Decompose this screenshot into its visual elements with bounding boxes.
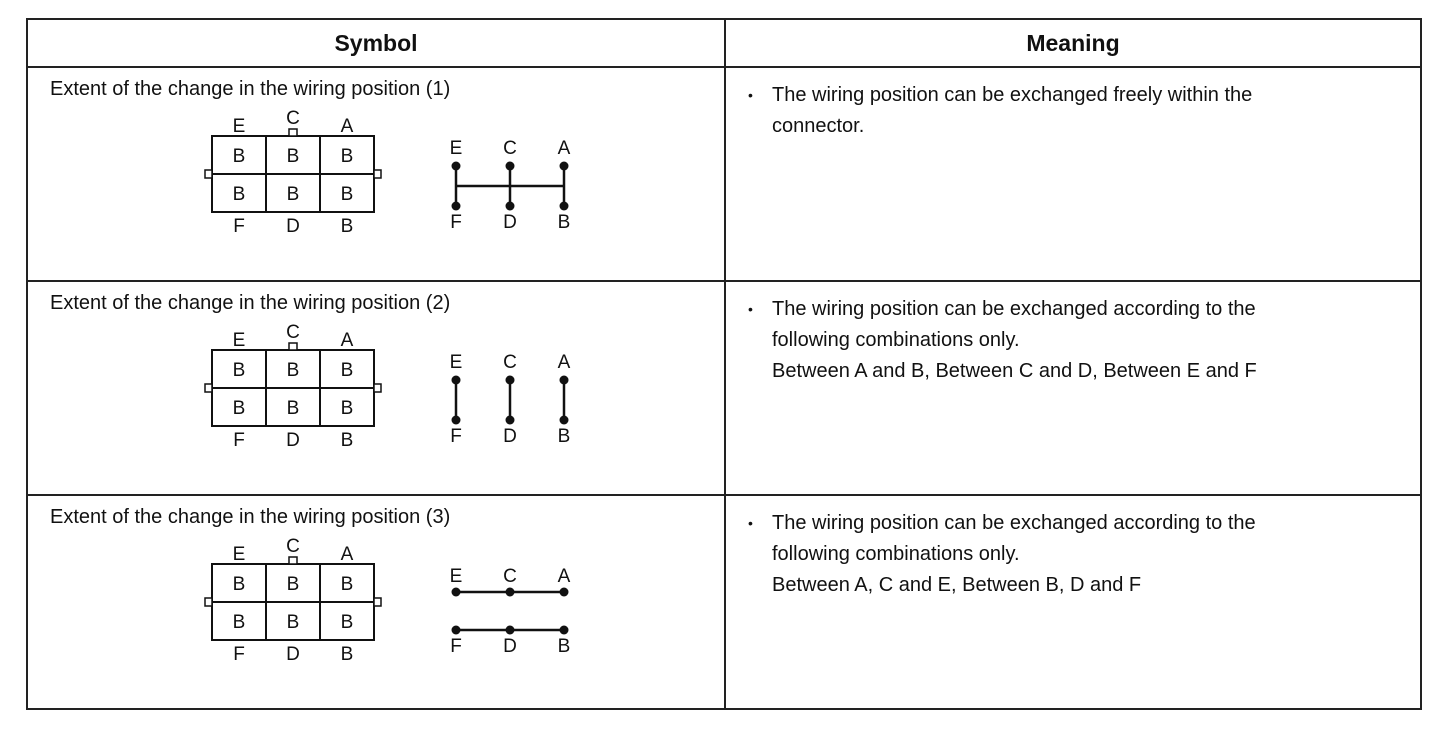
cavity-label: B — [286, 398, 300, 419]
side-latch-icon — [205, 384, 212, 392]
terminal-dot — [506, 202, 515, 211]
meaning-cell — [725, 281, 1421, 495]
pin-label: A — [557, 352, 571, 373]
pin-label: F — [450, 212, 462, 233]
meaning-continued: following combinations only. — [772, 329, 1020, 351]
pin-label: E — [232, 330, 246, 351]
terminal-dot — [452, 588, 461, 597]
pin-label: E — [232, 544, 246, 565]
row-title: Extent of the change in the wiring position (3) — [50, 506, 451, 528]
meaning-cell — [725, 67, 1421, 281]
wiring-diagram — [448, 132, 598, 232]
side-latch-icon — [374, 598, 381, 606]
terminal-dot — [506, 588, 515, 597]
pin-label: B — [340, 644, 354, 665]
cavity-label: B — [340, 574, 354, 595]
terminal-dot — [506, 162, 515, 171]
pin-label: A — [340, 330, 354, 351]
symbol-column-header: Symbol — [27, 19, 725, 67]
wiring-diagram — [448, 346, 598, 446]
side-latch-icon — [205, 598, 212, 606]
terminal-dot — [560, 588, 569, 597]
cavity-label: B — [232, 574, 246, 595]
pin-label: F — [450, 636, 462, 657]
cavity-label: B — [286, 146, 300, 167]
cavity-label: B — [286, 184, 300, 205]
meaning-column-header: Meaning — [725, 19, 1421, 67]
pin-label: D — [286, 644, 300, 665]
pin-label: D — [503, 426, 517, 447]
side-latch-icon — [374, 170, 381, 178]
pin-label: B — [557, 426, 571, 447]
terminal-dot — [560, 202, 569, 211]
meaning-continued: following combinations only. — [772, 543, 1020, 565]
pin-label: C — [286, 322, 300, 343]
cavity-label: B — [232, 612, 246, 633]
terminal-dot — [452, 626, 461, 635]
terminal-dot — [506, 416, 515, 425]
terminal-dot — [560, 162, 569, 171]
connector-diagram — [168, 538, 378, 670]
cavity-label: B — [232, 184, 246, 205]
cavity-label: B — [340, 146, 354, 167]
pin-label: F — [233, 216, 245, 237]
side-latch-icon — [374, 384, 381, 392]
cavity-label: B — [340, 184, 354, 205]
pin-label: A — [340, 544, 354, 565]
pin-label: D — [286, 430, 300, 451]
pin-label: A — [557, 138, 571, 159]
symbol-cell — [27, 67, 725, 281]
meaning-combinations: Between A, C and E, Between B, D and F — [772, 574, 1142, 596]
side-latch-icon — [205, 170, 212, 178]
pin-label: B — [340, 216, 354, 237]
lock-tab-icon — [289, 557, 297, 564]
pin-label: E — [449, 352, 463, 373]
pin-label: D — [286, 216, 300, 237]
cavity-label: B — [340, 360, 354, 381]
pin-label: E — [232, 116, 246, 137]
pin-label: F — [450, 426, 462, 447]
terminal-dot — [452, 416, 461, 425]
terminal-dot — [560, 416, 569, 425]
bullet-icon: • — [748, 301, 753, 317]
pin-label: C — [503, 138, 517, 159]
terminal-dot — [506, 376, 515, 385]
table-row — [27, 67, 1421, 281]
meaning-combinations: Between A and B, Between C and D, Between E and F — [772, 360, 1257, 382]
meaning-text: The wiring position can be exchanged according to the — [772, 298, 1256, 320]
terminal-dot — [560, 376, 569, 385]
row-title: Extent of the change in the wiring position (1) — [50, 78, 451, 100]
cavity-label: B — [286, 360, 300, 381]
pin-label: C — [286, 108, 300, 129]
terminal-dot — [452, 376, 461, 385]
cavity-label: B — [340, 398, 354, 419]
pin-label: C — [286, 536, 300, 557]
connector-diagram — [168, 110, 378, 242]
pin-label: F — [233, 430, 245, 451]
symbol-cell — [27, 281, 725, 495]
terminal-dot — [452, 162, 461, 171]
cavity-label: B — [232, 146, 246, 167]
pin-label: E — [449, 566, 463, 587]
cavity-label: B — [286, 574, 300, 595]
symbol-cell — [27, 495, 725, 709]
terminal-dot — [560, 626, 569, 635]
cavity-label: B — [286, 612, 300, 633]
lock-tab-icon — [289, 343, 297, 350]
pin-label: D — [503, 212, 517, 233]
pin-label: E — [449, 138, 463, 159]
bullet-icon: • — [748, 87, 753, 103]
header-row — [27, 19, 1421, 67]
lock-tab-icon — [289, 129, 297, 136]
pin-label: C — [503, 566, 517, 587]
connector-diagram — [168, 324, 378, 456]
wiring-symbol-table — [26, 18, 1422, 710]
meaning-continued: connector. — [772, 115, 865, 137]
row-title: Extent of the change in the wiring position (2) — [50, 292, 451, 314]
bullet-icon: • — [748, 515, 753, 531]
terminal-dot — [452, 202, 461, 211]
meaning-text: The wiring position can be exchanged freely within the — [772, 84, 1253, 106]
table-row — [27, 281, 1421, 495]
cavity-label: B — [232, 360, 246, 381]
pin-label: C — [503, 352, 517, 373]
cavity-label: B — [232, 398, 246, 419]
cavity-label: B — [340, 612, 354, 633]
meaning-text: The wiring position can be exchanged according to the — [772, 512, 1256, 534]
pin-label: B — [557, 212, 571, 233]
pin-label: D — [503, 636, 517, 657]
pin-label: A — [340, 116, 354, 137]
pin-label: A — [557, 566, 571, 587]
pin-label: B — [340, 430, 354, 451]
pin-label: F — [233, 644, 245, 665]
meaning-cell — [725, 495, 1421, 709]
pin-label: B — [557, 636, 571, 657]
terminal-dot — [506, 626, 515, 635]
table-row — [27, 495, 1421, 709]
wiring-diagram — [448, 560, 598, 660]
